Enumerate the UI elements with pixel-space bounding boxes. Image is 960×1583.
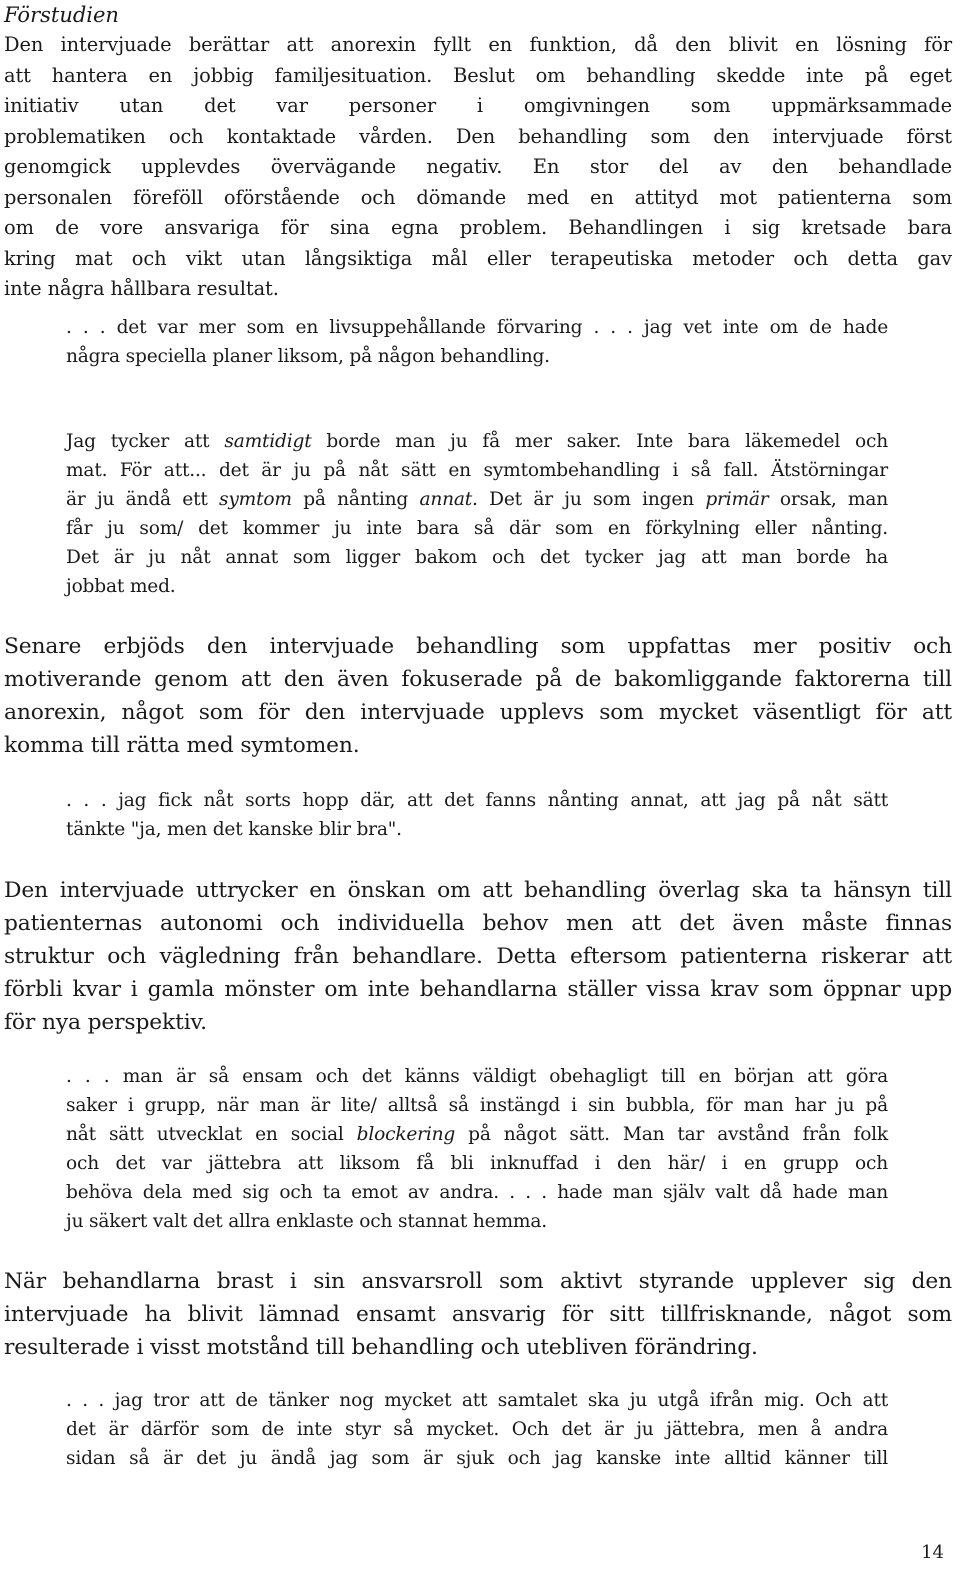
line: ju säkert valt det allra enklaste och stannat hemma. [66, 1211, 547, 1232]
quote-2 [66, 427, 888, 601]
line: nåt sätt utvecklat en social blockering på något sätt. Man tar avstånd från folk [66, 1124, 888, 1145]
paragraph-4 [4, 1265, 952, 1364]
line: tänkte "ja, men det kanske blir bra". [66, 819, 402, 840]
line: struktur och vägledning från behandlare. Detta eftersom patienterna riskerar att [4, 944, 952, 969]
line: får ju som/ det kommer ju inte bara så där som en förkylning eller nånting. [66, 518, 888, 539]
paragraph-2 [4, 630, 952, 762]
section-heading: Förstudien [4, 3, 119, 27]
line: Det är ju nåt annat som ligger bakom och det tycker jag att man borde ha [66, 547, 888, 568]
paragraph-3 [4, 874, 952, 1039]
line: saker i grupp, när man är lite/ alltså så instängd i sin bubbla, för man har ju på [66, 1095, 888, 1116]
line: intervjuade ha blivit lämnad ensamt ansvarig för sitt tillfrisknande, något som [4, 1302, 952, 1327]
quote-1 [66, 313, 888, 371]
emphasis: annat. [419, 489, 478, 510]
line: anorexin, något som för den intervjuade upplevs som mycket väsentligt för att [4, 700, 952, 725]
line: mat. För att... det är ju på nåt sätt en symtombehandling i så fall. Ätstörningar [66, 460, 888, 481]
line: . . . jag tror att de tänker nog mycket att samtalet ska ju utgå ifrån mig. Och att [66, 1390, 888, 1411]
line: Jag tycker att samtidigt borde man ju få mer saker. Inte bara läkemedel och [66, 431, 888, 452]
emphasis: samtidigt [224, 431, 312, 452]
line: komma till rätta med symtomen. [4, 733, 360, 758]
line: är ju ändå ett symtom på nånting annat. Det är ju som ingen primär orsak, man [66, 489, 889, 510]
line: patienternas autonomi och individuella behov men att det även måste finnas [4, 911, 952, 936]
line: . . . jag fick nåt sorts hopp där, att det fanns nånting annat, att jag på nåt sätt [66, 790, 888, 811]
line: initiativ utan det var personer i omgivningen som uppmärksammade [4, 94, 952, 117]
line: inte några hållbara resultat. [4, 277, 279, 300]
line: det är därför som de inte styr så mycket. Och det är ju jättebra, men å andra [66, 1419, 888, 1440]
line: resulterade i visst motstånd till behandling och utebliven förändring. [4, 1335, 758, 1360]
line: . . . man är så ensam och det känns väldigt obehagligt till en början att göra [66, 1066, 888, 1087]
line: Den intervjuade uttrycker en önskan om att behandling överlag ska ta hänsyn till [4, 878, 952, 903]
emphasis: blockering [356, 1124, 456, 1145]
quote-3 [66, 786, 888, 844]
line: personalen föreföll oförstående och dömande med en attityd mot patienterna som [4, 185, 952, 209]
line: När behandlarna brast i sin ansvarsroll som aktivt styrande upplever sig den [4, 1269, 952, 1294]
line: att hantera en jobbig familjesituation. Beslut om behandling skedde inte på eget [4, 63, 952, 87]
page-number: 14 [921, 1542, 944, 1563]
emphasis: primär [705, 489, 769, 510]
line: motiverande genom att den även fokuserade på de bakomliggande faktorerna till [4, 667, 952, 692]
line: Den intervjuade berättar att anorexin fyllt en funktion, då den blivit en lösning för [4, 33, 952, 56]
emphasis: symtom [219, 489, 292, 510]
line: behöva dela med sig och ta emot av andra. . . . hade man själv valt då hade man [66, 1182, 888, 1203]
line: genomgick upplevdes övervägande negativ. En stor del av den behandlade [4, 155, 952, 178]
line: förbli kvar i gamla mönster om inte behandlarna ställer vissa krav som öppnar upp [4, 977, 952, 1002]
line: . . . det var mer som en livsuppehållande förvaring . . . jag vet inte om de hade [66, 317, 888, 338]
line: och det var jättebra att liksom få bli inknuffad i den här/ i en grupp och [66, 1153, 888, 1174]
line: Senare erbjöds den intervjuade behandling som uppfattas mer positiv och [4, 634, 952, 659]
line: problematiken och kontaktade vården. Den behandling som den intervjuade först [4, 124, 952, 148]
line: några speciella planer liksom, på någon behandling. [66, 346, 550, 367]
line: för nya perspektiv. [4, 1010, 207, 1035]
line: jobbat med. [66, 576, 176, 597]
quote-4 [66, 1062, 888, 1236]
quote-5 [66, 1386, 888, 1473]
line: sidan så är det ju ändå jag som är sjuk och jag kanske inte alltid känner till [66, 1448, 888, 1469]
paragraph-1 [4, 30, 952, 305]
line: kring mat och vikt utan långsiktiga mål eller terapeutiska metoder och detta gav [4, 246, 952, 270]
line: om de vore ansvariga för sina egna problem. Behandlingen i sig kretsade bara [4, 216, 952, 239]
